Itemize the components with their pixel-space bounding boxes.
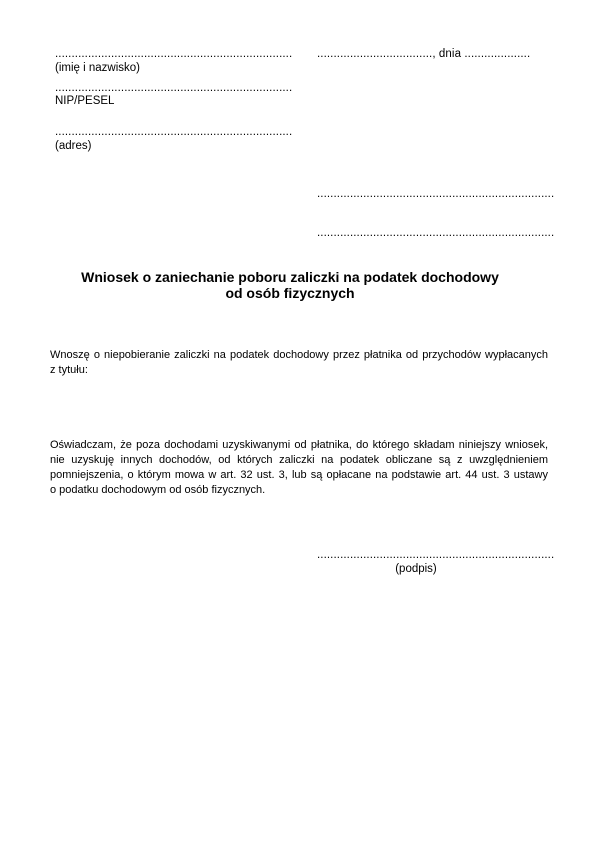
- addressee-field-line-1: ........................................................................: [317, 188, 555, 200]
- sender-id-field-line: ........................................................................: [55, 82, 293, 94]
- place-date-field-line: ..................................., dnia ....................: [317, 48, 531, 60]
- declaration-paragraph-line: pomniejszenia, o którym mowa w art. 32 ust. 3, lub są opłacane na podstawie art. 44 ust. 3 ustawy: [50, 469, 548, 481]
- declaration-paragraph-line: o podatku dochodowym od osób fizycznych.: [50, 484, 266, 496]
- addressee-field-line-2: ........................................................................: [317, 227, 555, 239]
- sender-address-label: (adres): [55, 140, 92, 152]
- document-title-line-2: od osób fizycznych: [225, 284, 355, 301]
- signature-field-line: ........................................................................: [317, 549, 555, 561]
- request-paragraph: [50, 348, 548, 378]
- request-paragraph-line: z tytułu:: [50, 364, 88, 376]
- sender-address-field-line: ........................................................................: [55, 126, 293, 138]
- sender-name-field-line: ........................................................................: [55, 48, 293, 60]
- sender-id-label: NIP/PESEL: [55, 95, 115, 107]
- declaration-paragraph-line: Oświadczam, że poza dochodami uzyskiwanymi od płatnika, do którego składam niniejszy wniosek,: [50, 439, 548, 451]
- declaration-paragraph: [50, 438, 548, 498]
- sender-name-label: (imię i nazwisko): [55, 62, 140, 74]
- document-title: [40, 270, 540, 301]
- declaration-paragraph-line: nie uzyskuję innych dochodów, od których zaliczki na podatek obliczane są z uwzględnieniem: [50, 454, 548, 466]
- document-title-line-1: Wniosek o zaniechanie poboru zaliczki na podatek dochodowy: [81, 269, 499, 285]
- request-paragraph-line: Wnoszę o niepobieranie zaliczki na podatek dochodowy przez płatnika od przychodów wypłacanych: [50, 349, 548, 361]
- signature-label: (podpis): [395, 563, 437, 575]
